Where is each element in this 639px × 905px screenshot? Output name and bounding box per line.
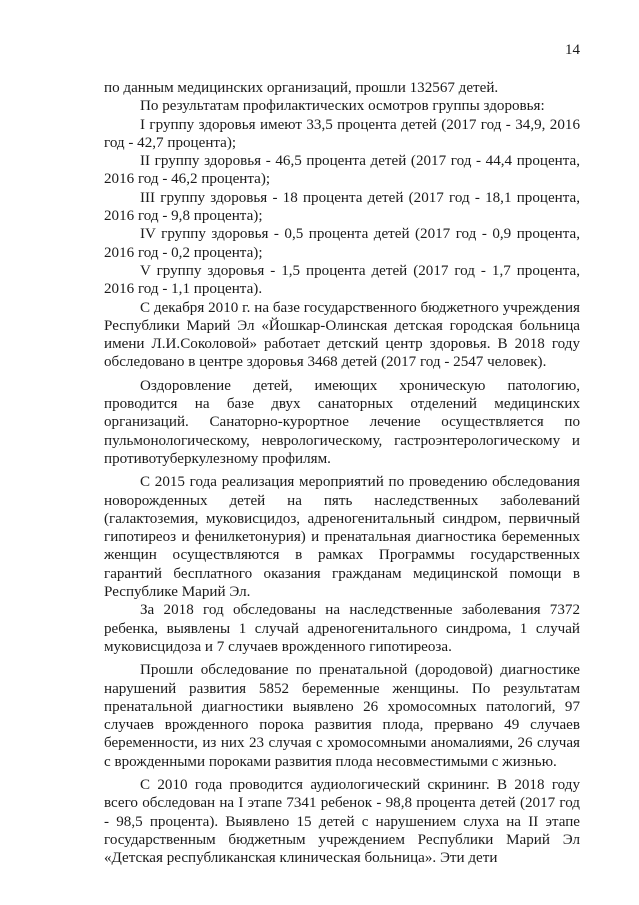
- paragraph-health-group-1: I группу здоровья имеют 33,5 процента детей (2017 год - 34,9, 2016 год - 42,7 процента);: [104, 116, 580, 151]
- document-body: [104, 79, 580, 867]
- paragraph-health-group-3: III группу здоровья - 18 процента детей (2017 год - 18,1 процента, 2016 год - 9,8 процента);: [104, 189, 580, 225]
- paragraph-audiological-screening: С 2010 года проводится аудиологический скрининг. В 2018 году всего обследован на I этапе 7341 ребенок - 98,8 процента детей (2017 год - 98,5 процента). Выявлено 15 детей с нарушением слуха на II этапе государственным бюджетным учреждением Республики Марий Эл «Детская республиканская клиническая больница». Эти дети: [104, 776, 580, 867]
- paragraph-newborn-screening: С 2015 года реализация мероприятий по проведению обследования новорожденных детей на пять наследственных заболеваний (галактоземия, муковисцидоз, адреногенитальный синдром, первичный гипотиреоз и фенилкетонурия) и пренатальная диагностика беременных женщин осуществляются в рамках Программы государственных гарантий бесплатного оказания гражданам медицинской помощи в Республике Марий Эл.: [104, 474, 580, 601]
- paragraph-sanatorium: Оздоровление детей, имеющих хроническую патологию, проводится на базе двух санаторных отделений медицинских организаций. Санаторно-курортное лечение осуществляется по пульмонологическому, неврологическому, гастроэнтерологическому и противотуберкулезному профилям.: [104, 377, 580, 467]
- paragraph-health-group-4: IV группу здоровья - 0,5 процента детей (2017 год - 0,9 процента, 2016 год - 0,2 процента);: [104, 226, 580, 261]
- paragraph-hereditary-results: За 2018 год обследованы на наследственные заболевания 7372 ребенка, выявлены 1 случай адреногенитального синдрома, 1 случай муковисцидоза и 7 случаев врожденного гипотиреоза.: [104, 602, 580, 655]
- paragraph-continuation: по данным медицинских организаций, прошли 132567 детей.: [104, 80, 499, 96]
- page-number: 14: [565, 42, 580, 58]
- paragraph-health-group-5: V группу здоровья - 1,5 процента детей (2017 год - 1,7 процента, 2016 год - 1,1 процента).: [104, 262, 580, 298]
- paragraph-health-groups-intro: По результатам профилактических осмотров группы здоровья:: [140, 98, 545, 115]
- paragraph-health-group-2: II группу здоровья - 46,5 процента детей (2017 год - 44,4 процента, 2016 год - 46,2 процента);: [104, 153, 580, 188]
- paragraph-health-center: С декабря 2010 г. на базе государственного бюджетного учреждения Республики Марий Эл «Йошкар-Олинская детская городская больница имени Л.И.Соколовой» работает детский центр здоровья. В 2018 году обследовано в центре здоровья 3468 детей (2017 год - 2547 человек).: [104, 299, 580, 371]
- paragraph-prenatal-diagnostics: Прошли обследование по пренатальной (дородовой) диагностике нарушений развития 5852 беременные женщины. По результатам пренатальной диагностики выявлено 26 хромосомных патологий, 97 случаев врожденного порока развития плода, прервано 49 случаев беременности, из них 23 случая с хромосомными аномалиями, 26 случая с врожденными пороками развития плода несовместимыми с жизнью.: [104, 662, 580, 770]
